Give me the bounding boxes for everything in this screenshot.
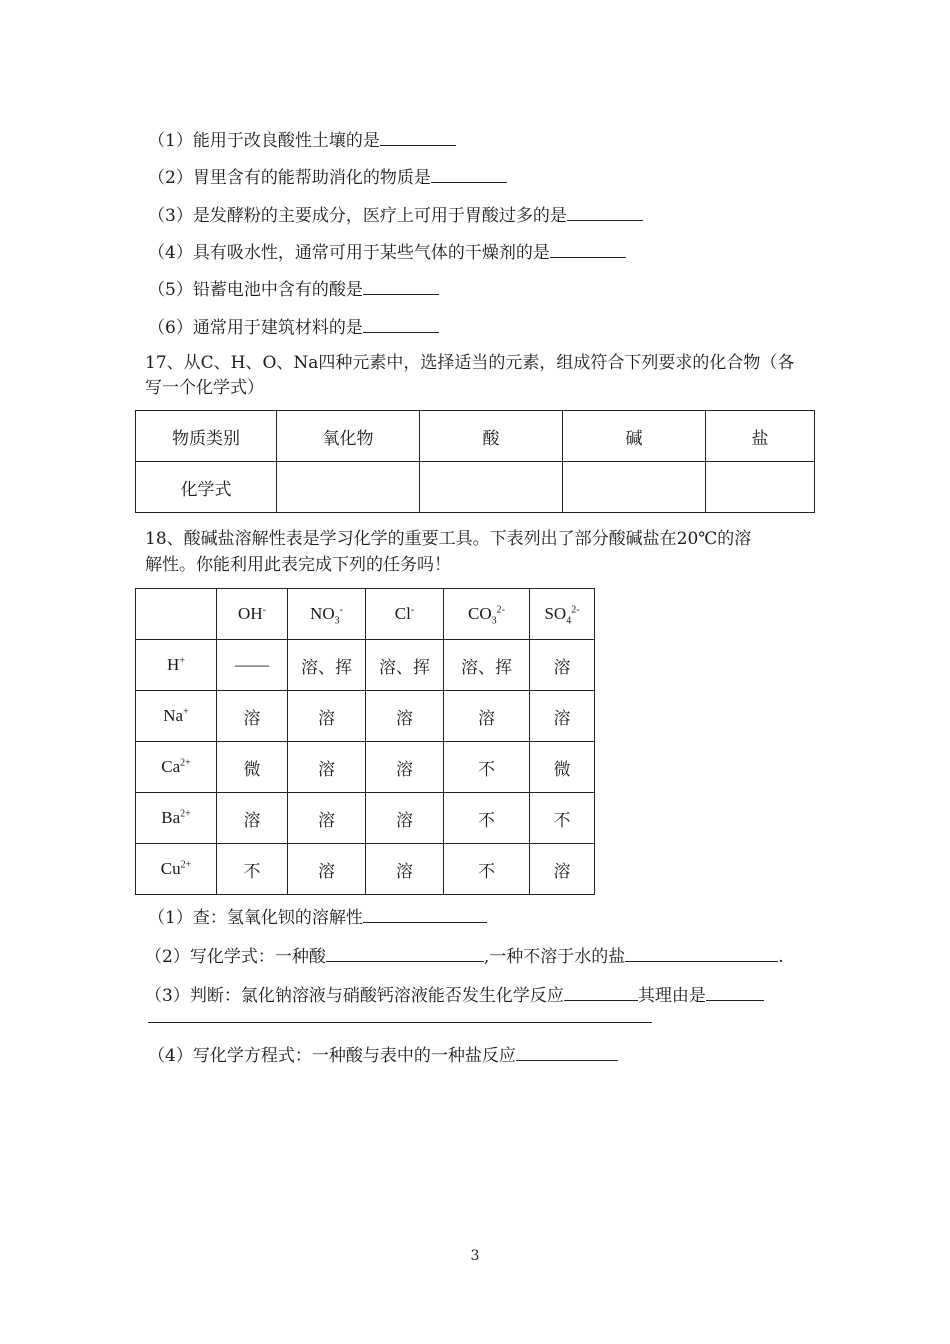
header-base: 碱	[563, 411, 706, 462]
q18-prompt-line2: 解性。你能利用此表完成下列的任务吗！	[145, 555, 451, 575]
q16-item-6: （6）通常用于建筑材料的是	[148, 315, 439, 340]
table-cell: 溶	[366, 844, 444, 895]
q16-item-1: （1）能用于改良酸性土壤的是	[148, 128, 456, 153]
header-oxide: 氧化物	[277, 411, 420, 462]
table-cell: 微	[530, 742, 595, 793]
cation-na: Na+	[136, 691, 217, 742]
answer-blank[interactable]	[363, 315, 439, 333]
answer-blank[interactable]	[326, 944, 484, 962]
header-category: 物质类别	[136, 411, 277, 462]
table-row	[136, 462, 815, 513]
q18-sub1: （1）查：氢氧化钡的溶解性	[148, 905, 487, 930]
anion-cl: Cl-	[366, 589, 444, 640]
q18-sub3: （3）判断：氯化钠溶液与硝酸钙溶液能否发生化学反应 其理由是	[145, 983, 764, 1008]
answer-cell-acid[interactable]	[420, 462, 563, 513]
q16-item-5: （5）铅蓄电池中含有的酸是	[148, 277, 439, 302]
table-cell: 溶	[288, 742, 366, 793]
table-cell: ——	[217, 640, 288, 691]
table-cell: 溶	[444, 691, 530, 742]
table-cell: 溶	[530, 844, 595, 895]
table-row	[136, 691, 595, 742]
answer-blank[interactable]	[431, 165, 507, 183]
anion-co3: $CO_3^{2-}$	[444, 589, 530, 640]
q16-item-4: （4）具有吸水性，通常可用于某些气体的干燥剂的是	[148, 240, 626, 265]
answer-blank[interactable]	[564, 983, 638, 1001]
answer-blank[interactable]	[363, 905, 487, 923]
anion-oh: OH-	[217, 589, 288, 640]
answer-cell-salt[interactable]	[706, 462, 815, 513]
table-row	[136, 742, 595, 793]
row-label-formula: 化学式	[136, 462, 277, 513]
table-cell: 溶	[530, 640, 595, 691]
table-cell: 不	[530, 793, 595, 844]
answer-cell-base[interactable]	[563, 462, 706, 513]
table-cell: 溶、挥	[288, 640, 366, 691]
compound-table	[135, 410, 815, 513]
answer-blank[interactable]	[706, 983, 764, 1001]
cation-ca: $Ca^{2+}$	[136, 742, 217, 793]
table-cell: 溶、挥	[366, 640, 444, 691]
table-row	[136, 844, 595, 895]
table-cell: 溶	[288, 691, 366, 742]
answer-line[interactable]	[148, 1022, 652, 1023]
q18-sub4: （4）写化学方程式：一种酸与表中的一种盐反应	[148, 1043, 618, 1068]
table-row	[136, 640, 595, 691]
table-cell: 溶、挥	[444, 640, 530, 691]
table-cell: 不	[444, 793, 530, 844]
corner-cell	[136, 589, 217, 640]
anion-no3: $NO_3^-$	[288, 589, 366, 640]
table-cell: 微	[217, 742, 288, 793]
answer-blank[interactable]	[567, 203, 643, 221]
table-cell: 不	[444, 742, 530, 793]
answer-blank[interactable]	[363, 277, 439, 295]
answer-blank[interactable]	[550, 240, 626, 258]
table-cell: 溶	[217, 793, 288, 844]
q18-prompt-line1: 18、酸碱盐溶解性表是学习化学的重要工具。下表列出了部分酸碱盐在20℃的溶	[145, 529, 752, 549]
answer-cell-oxide[interactable]	[277, 462, 420, 513]
table-cell: 不	[444, 844, 530, 895]
q16-item-2: （2）胃里含有的能帮助消化的物质是	[148, 165, 507, 190]
cation-h: H+	[136, 640, 217, 691]
q17-prompt-line1: 17、从C、H、O、Na四种元素中，选择适当的元素，组成符合下列要求的化合物（各	[145, 353, 795, 373]
cation-ba: $Ba^{2+}$	[136, 793, 217, 844]
q16-item-3: （3）是发酵粉的主要成分，医疗上可用于胃酸过多的是	[148, 203, 643, 228]
answer-blank[interactable]	[516, 1043, 618, 1061]
cation-cu: $Cu^{2+}$	[136, 844, 217, 895]
table-row	[136, 793, 595, 844]
q18-sub2: （2）写化学式：一种酸 ,一种不溶于水的盐 .	[145, 944, 784, 969]
header-salt: 盐	[706, 411, 815, 462]
answer-blank[interactable]	[625, 944, 778, 962]
solubility-table	[135, 588, 595, 895]
q17-prompt-line2: 写一个化学式）	[145, 378, 264, 398]
table-cell: 溶	[366, 691, 444, 742]
table-row	[136, 411, 815, 462]
table-row	[136, 589, 595, 640]
table-cell: 溶	[366, 742, 444, 793]
anion-so4: $SO_4^{2-}$	[530, 589, 595, 640]
table-cell: 溶	[288, 793, 366, 844]
table-cell: 溶	[530, 691, 595, 742]
table-cell: 溶	[288, 844, 366, 895]
header-acid: 酸	[420, 411, 563, 462]
answer-blank[interactable]	[380, 128, 456, 146]
page-number: 3	[470, 1248, 480, 1264]
table-cell: 不	[217, 844, 288, 895]
table-cell: 溶	[366, 793, 444, 844]
table-cell: 溶	[217, 691, 288, 742]
